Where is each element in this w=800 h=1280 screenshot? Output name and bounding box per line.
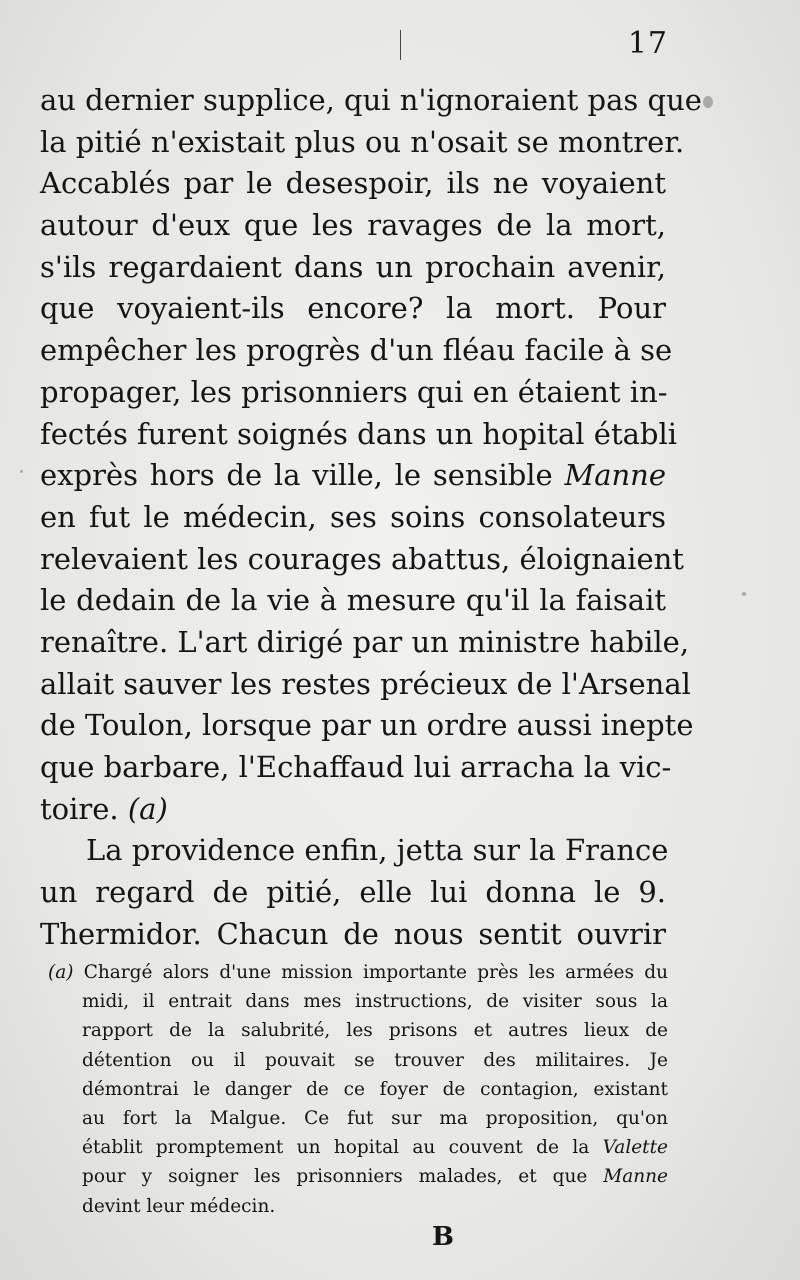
italic-name: Manne <box>603 1166 668 1188</box>
italic-name: (a) <box>127 791 168 826</box>
gutter-mark <box>400 30 401 60</box>
italic-name: (a) <box>48 962 74 983</box>
body-line: propager, les prisonniers qui en étaient in- <box>40 374 668 409</box>
body-line: allait sauver les restes précieux de l'Arsenal <box>40 666 691 701</box>
body-line: empêcher les progrès d'un fléau facile à se <box>40 333 673 368</box>
footnote-line: devint leur médecin. <box>82 1195 276 1217</box>
body-line: Accablés par le desespoir, ils ne voyaient <box>40 166 666 201</box>
italic-name: Valette <box>602 1137 668 1159</box>
body-line: Thermidor. Chacun de nous sentit ouvrir <box>40 916 666 951</box>
paper-speck <box>703 96 713 108</box>
body-line: que barbare, l'Echaffaud lui arracha la vic- <box>40 750 672 784</box>
body-line: exprès hors de la ville, le sensible Manne <box>40 458 666 493</box>
body-line: un regard de pitié, elle lui donna le 9. <box>40 875 666 910</box>
body-text <box>40 80 702 955</box>
footnote-line: pour y soigner les prisonniers malades, et que Manne <box>82 1166 668 1188</box>
body-line: le dedain de la vie à mesure qu'il la faisait <box>40 583 666 618</box>
body-line: au dernier supplice, qui n'ignoraient pas que <box>40 83 702 117</box>
italic-name: Manne <box>564 458 666 493</box>
body-line: en fut le médecin, ses soins consolateurs <box>40 499 666 534</box>
footnote-line: détention ou il pouvait se trouver des militaires. Je <box>82 1049 668 1071</box>
body-line: relevaient les courages abattus, éloignaient <box>40 541 684 576</box>
footnote-line: au fort la Malgue. Ce fut sur ma proposition, qu'on <box>82 1107 668 1129</box>
footnote-line: démontrai le danger de ce foyer de contagion, existant <box>82 1078 668 1100</box>
body-line: que voyaient-ils encore? la mort. Pour <box>40 291 666 326</box>
footnote-line: (a) Chargé alors d'une mission importante près les armées du <box>48 962 668 983</box>
page-number: 17 <box>627 26 668 61</box>
body-line: renaître. L'art dirigé par un ministre habile, <box>40 624 690 659</box>
footnote-line: midi, il entrait dans mes instructions, de visiter sous la <box>82 991 668 1013</box>
paper-speck <box>742 592 746 596</box>
paper-speck <box>20 470 23 473</box>
footnote-line: établit promptement un hopital au couvent de la Valette <box>82 1137 668 1159</box>
footnote <box>48 958 668 1221</box>
body-line: La providence enfin, jetta sur la France <box>86 833 669 868</box>
footnote-line: rapport de la salubrité, les prisons et autres lieux de <box>82 1020 668 1042</box>
body-line: autour d'eux que les ravages de la mort, <box>40 208 666 243</box>
body-line: la pitié n'existait plus ou n'osait se montrer. <box>40 124 685 159</box>
body-line: fectés furent soignés dans un hopital établi <box>40 416 677 451</box>
body-line: toire. (a) <box>40 791 168 826</box>
signature-mark: B <box>432 1222 454 1252</box>
body-line: de Toulon, lorsque par un ordre aussi inepte <box>40 708 694 743</box>
body-line: s'ils regardaient dans un prochain avenir, <box>40 249 666 284</box>
